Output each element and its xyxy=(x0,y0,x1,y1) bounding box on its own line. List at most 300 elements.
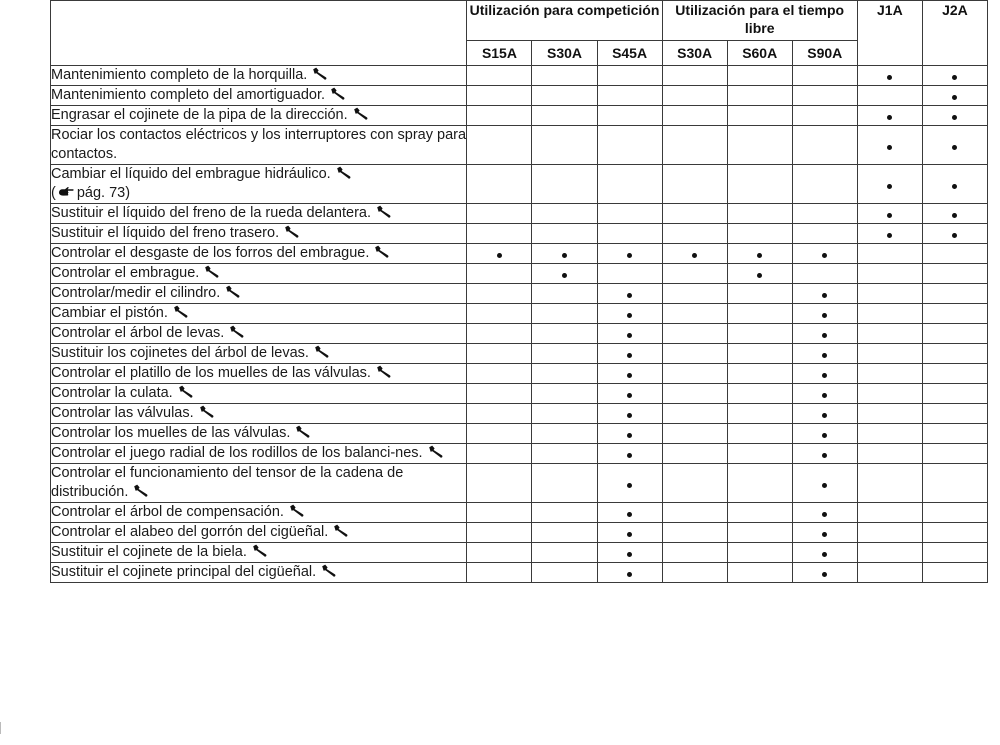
mark-cell xyxy=(662,204,727,224)
mark-cell xyxy=(662,244,727,264)
task-text: Controlar las válvulas. xyxy=(51,405,194,421)
task-column-header xyxy=(51,1,467,66)
bullet-mark xyxy=(822,532,827,537)
table-row xyxy=(51,324,988,344)
mark-cell xyxy=(597,264,662,284)
mark-cell xyxy=(467,106,532,126)
bullet-mark xyxy=(887,145,892,150)
mark-cell xyxy=(922,344,987,364)
task-cell xyxy=(51,444,467,464)
task-text: Sustituir el líquido del freno trasero. xyxy=(51,225,280,241)
mark-cell xyxy=(857,543,922,563)
subheader-s15a-competition: S15A xyxy=(467,41,532,66)
bullet-mark xyxy=(562,273,567,278)
task-text: Controlar el embrague. xyxy=(51,265,200,281)
mark-cell xyxy=(467,86,532,106)
table-row xyxy=(51,165,988,204)
mark-cell xyxy=(597,464,662,503)
mark-cell xyxy=(532,503,597,523)
mark-cell xyxy=(727,204,792,224)
mark-cell xyxy=(857,86,922,106)
wrench-icon xyxy=(321,564,337,577)
mark-cell xyxy=(532,86,597,106)
bullet-mark xyxy=(627,413,632,418)
header-j1a: J1A xyxy=(857,1,922,66)
mark-cell xyxy=(922,165,987,204)
mark-cell xyxy=(662,165,727,204)
mark-cell xyxy=(727,444,792,464)
table-row xyxy=(51,344,988,364)
mark-cell xyxy=(727,543,792,563)
task-text: Sustituir el cojinete principal del cigüeñal. xyxy=(51,564,317,580)
mark-cell xyxy=(922,563,987,583)
bullet-mark xyxy=(952,233,957,238)
mark-cell xyxy=(922,304,987,324)
task-text: Sustituir el cojinete de la biela. xyxy=(51,544,247,560)
bullet-mark xyxy=(887,184,892,189)
wrench-icon xyxy=(333,524,349,537)
task-cell xyxy=(51,364,467,384)
mark-cell xyxy=(922,86,987,106)
reference-paren: ( xyxy=(51,185,56,201)
bullet-mark xyxy=(627,373,632,378)
mark-cell xyxy=(792,244,857,264)
mark-cell xyxy=(597,165,662,204)
task-cell xyxy=(51,204,467,224)
mark-cell xyxy=(532,106,597,126)
wrench-icon xyxy=(353,107,369,120)
table-row xyxy=(51,304,988,324)
mark-cell xyxy=(857,304,922,324)
mark-cell xyxy=(727,324,792,344)
mark-cell xyxy=(467,284,532,304)
mark-cell xyxy=(467,384,532,404)
task-text: Controlar el funcionamiento del tensor de la cadena de distribución. xyxy=(51,465,404,500)
mark-cell xyxy=(857,523,922,543)
table-row xyxy=(51,404,988,424)
mark-cell xyxy=(857,404,922,424)
task-cell xyxy=(51,523,467,543)
task-cell xyxy=(51,86,467,106)
bullet-mark xyxy=(627,572,632,577)
table-row xyxy=(51,384,988,404)
mark-cell xyxy=(727,304,792,324)
mark-cell xyxy=(532,364,597,384)
mark-cell xyxy=(467,244,532,264)
mark-cell xyxy=(662,324,727,344)
mark-cell xyxy=(467,165,532,204)
mark-cell xyxy=(727,106,792,126)
mark-cell xyxy=(467,364,532,384)
task-text: Cambiar el pistón. xyxy=(51,305,168,321)
mark-cell xyxy=(727,264,792,284)
mark-cell xyxy=(792,126,857,165)
mark-cell xyxy=(857,424,922,444)
task-text: Controlar el juego radial de los rodillos de los balanci-nes. xyxy=(51,445,423,461)
mark-cell xyxy=(532,464,597,503)
bullet-mark xyxy=(822,353,827,358)
mark-cell xyxy=(922,364,987,384)
bullet-mark xyxy=(887,75,892,80)
mark-cell xyxy=(727,523,792,543)
mark-cell xyxy=(597,444,662,464)
table-row xyxy=(51,523,988,543)
header-leisure: Utilización para el tiempo libre xyxy=(662,1,857,41)
mark-cell xyxy=(532,264,597,284)
wrench-icon xyxy=(199,405,215,418)
bullet-mark xyxy=(952,213,957,218)
mark-cell xyxy=(792,264,857,284)
mark-cell xyxy=(857,563,922,583)
mark-cell xyxy=(662,304,727,324)
table-row xyxy=(51,464,988,503)
mark-cell xyxy=(532,224,597,244)
task-cell xyxy=(51,384,467,404)
mark-cell xyxy=(532,384,597,404)
table-row xyxy=(51,224,988,244)
mark-cell xyxy=(922,444,987,464)
mark-cell xyxy=(597,106,662,126)
mark-cell xyxy=(857,503,922,523)
mark-cell xyxy=(727,284,792,304)
task-text: Mantenimiento completo de la horquilla. xyxy=(51,67,308,83)
task-cell xyxy=(51,264,467,284)
bullet-mark xyxy=(822,572,827,577)
wrench-icon xyxy=(376,365,392,378)
bullet-mark xyxy=(887,213,892,218)
page-edge-mark xyxy=(0,722,6,734)
wrench-icon xyxy=(284,225,300,238)
mark-cell xyxy=(922,264,987,284)
bullet-mark xyxy=(497,253,502,258)
table-row xyxy=(51,204,988,224)
mark-cell xyxy=(597,244,662,264)
bullet-mark xyxy=(822,512,827,517)
table-row xyxy=(51,264,988,284)
mark-cell xyxy=(792,204,857,224)
mark-cell xyxy=(467,66,532,86)
mark-cell xyxy=(597,224,662,244)
bullet-mark xyxy=(822,333,827,338)
bullet-mark xyxy=(692,253,697,258)
task-cell xyxy=(51,284,467,304)
bullet-mark xyxy=(757,253,762,258)
bullet-mark xyxy=(627,512,632,517)
mark-cell xyxy=(727,404,792,424)
mark-cell xyxy=(532,204,597,224)
mark-cell xyxy=(467,324,532,344)
task-text: Mantenimiento completo del amortiguador. xyxy=(51,87,326,103)
mark-cell xyxy=(922,384,987,404)
mark-cell xyxy=(532,563,597,583)
task-cell xyxy=(51,66,467,86)
mark-cell xyxy=(857,66,922,86)
mark-cell xyxy=(922,224,987,244)
bullet-mark xyxy=(822,293,827,298)
mark-cell xyxy=(597,364,662,384)
subheader-s30a-leisure: S30A xyxy=(662,41,727,66)
mark-cell xyxy=(467,503,532,523)
bullet-mark xyxy=(562,253,567,258)
bullet-mark xyxy=(822,453,827,458)
task-cell xyxy=(51,244,467,264)
mark-cell xyxy=(727,384,792,404)
table-row xyxy=(51,444,988,464)
mark-cell xyxy=(727,165,792,204)
maintenance-rows xyxy=(51,66,988,583)
mark-cell xyxy=(857,204,922,224)
mark-cell xyxy=(597,284,662,304)
mark-cell xyxy=(857,464,922,503)
table-row xyxy=(51,563,988,583)
mark-cell xyxy=(792,404,857,424)
task-text: Sustituir el líquido del freno de la rueda delantera. xyxy=(51,205,372,221)
mark-cell xyxy=(597,126,662,165)
mark-cell xyxy=(467,224,532,244)
mark-cell xyxy=(922,284,987,304)
mark-cell xyxy=(467,523,532,543)
task-text: Engrasar el cojinete de la pipa de la dirección. xyxy=(51,107,348,123)
mark-cell xyxy=(467,204,532,224)
task-text: Controlar el platillo de los muelles de las válvulas. xyxy=(51,365,371,381)
mark-cell xyxy=(857,264,922,284)
mark-cell xyxy=(662,264,727,284)
mark-cell xyxy=(662,106,727,126)
mark-cell xyxy=(467,424,532,444)
mark-cell xyxy=(857,244,922,264)
bullet-mark xyxy=(822,483,827,488)
mark-cell xyxy=(467,264,532,284)
mark-cell xyxy=(532,126,597,165)
wrench-icon xyxy=(295,425,311,438)
mark-cell xyxy=(532,444,597,464)
task-cell xyxy=(51,224,467,244)
mark-cell xyxy=(597,304,662,324)
task-cell xyxy=(51,165,467,204)
mark-cell xyxy=(857,106,922,126)
mark-cell xyxy=(857,444,922,464)
task-text: Controlar el árbol de compensación. xyxy=(51,504,284,520)
wrench-icon xyxy=(178,385,194,398)
mark-cell xyxy=(922,126,987,165)
task-cell xyxy=(51,424,467,444)
mark-cell xyxy=(597,344,662,364)
wrench-icon xyxy=(428,445,444,458)
mark-cell xyxy=(532,304,597,324)
wrench-icon xyxy=(336,166,352,179)
mark-cell xyxy=(727,66,792,86)
mark-cell xyxy=(727,224,792,244)
mark-cell xyxy=(857,126,922,165)
mark-cell xyxy=(857,165,922,204)
mark-cell xyxy=(597,523,662,543)
mark-cell xyxy=(532,543,597,563)
mark-cell xyxy=(857,344,922,364)
table-row xyxy=(51,126,988,165)
subheader-s45a-competition: S45A xyxy=(597,41,662,66)
mark-cell xyxy=(597,503,662,523)
mark-cell xyxy=(792,86,857,106)
wrench-icon xyxy=(312,67,328,80)
bullet-mark xyxy=(822,313,827,318)
mark-cell xyxy=(792,364,857,384)
task-text: Controlar el desgaste de los forros del embrague. xyxy=(51,245,370,261)
mark-cell xyxy=(922,404,987,424)
bullet-mark xyxy=(627,393,632,398)
subheader-s30a-competition: S30A xyxy=(532,41,597,66)
mark-cell xyxy=(467,444,532,464)
mark-cell xyxy=(532,404,597,424)
mark-cell xyxy=(792,523,857,543)
mark-cell xyxy=(467,563,532,583)
bullet-mark xyxy=(627,433,632,438)
table-row xyxy=(51,106,988,126)
mark-cell xyxy=(597,66,662,86)
mark-cell xyxy=(662,364,727,384)
bullet-mark xyxy=(627,552,632,557)
mark-cell xyxy=(467,464,532,503)
mark-cell xyxy=(662,444,727,464)
mark-cell xyxy=(532,165,597,204)
mark-cell xyxy=(727,464,792,503)
wrench-icon xyxy=(376,205,392,218)
table-row xyxy=(51,284,988,304)
bullet-mark xyxy=(887,115,892,120)
mark-cell xyxy=(662,424,727,444)
task-text: Controlar los muelles de las válvulas. xyxy=(51,425,291,441)
mark-cell xyxy=(662,66,727,86)
mark-cell xyxy=(792,66,857,86)
mark-cell xyxy=(532,424,597,444)
mark-cell xyxy=(857,324,922,344)
mark-cell xyxy=(792,503,857,523)
mark-cell xyxy=(597,324,662,344)
mark-cell xyxy=(662,86,727,106)
wrench-icon xyxy=(229,325,245,338)
mark-cell xyxy=(467,543,532,563)
mark-cell xyxy=(467,304,532,324)
table-row xyxy=(51,86,988,106)
mark-cell xyxy=(922,424,987,444)
mark-cell xyxy=(922,464,987,503)
bullet-mark xyxy=(627,453,632,458)
header-j2a: J2A xyxy=(922,1,987,66)
mark-cell xyxy=(922,543,987,563)
task-cell xyxy=(51,503,467,523)
bullet-mark xyxy=(952,184,957,189)
bullet-mark xyxy=(627,353,632,358)
task-cell xyxy=(51,563,467,583)
task-text: Cambiar el líquido del embrague hidráulico. xyxy=(51,166,331,182)
mark-cell xyxy=(597,563,662,583)
mark-cell xyxy=(792,563,857,583)
bullet-mark xyxy=(627,293,632,298)
mark-cell xyxy=(467,344,532,364)
mark-cell xyxy=(922,204,987,224)
mark-cell xyxy=(792,543,857,563)
mark-cell xyxy=(792,304,857,324)
mark-cell xyxy=(662,563,727,583)
mark-cell xyxy=(922,66,987,86)
mark-cell xyxy=(662,384,727,404)
mark-cell xyxy=(922,244,987,264)
task-cell xyxy=(51,543,467,563)
task-text: Controlar el alabeo del gorrón del cigüeñal. xyxy=(51,524,329,540)
mark-cell xyxy=(792,384,857,404)
task-cell xyxy=(51,464,467,503)
mark-cell xyxy=(792,424,857,444)
mark-cell xyxy=(792,344,857,364)
mark-cell xyxy=(597,543,662,563)
mark-cell xyxy=(662,503,727,523)
task-text: Controlar la culata. xyxy=(51,385,173,401)
mark-cell xyxy=(662,543,727,563)
task-cell xyxy=(51,106,467,126)
mark-cell xyxy=(662,464,727,503)
mark-cell xyxy=(922,523,987,543)
table-row xyxy=(51,424,988,444)
mark-cell xyxy=(792,464,857,503)
mark-cell xyxy=(727,424,792,444)
mark-cell xyxy=(597,204,662,224)
bullet-mark xyxy=(887,233,892,238)
mark-cell xyxy=(922,503,987,523)
subheader-s60a-leisure: S60A xyxy=(727,41,792,66)
wrench-icon xyxy=(289,504,305,517)
mark-cell xyxy=(922,324,987,344)
bullet-mark xyxy=(952,145,957,150)
bullet-mark xyxy=(627,253,632,258)
mark-cell xyxy=(792,324,857,344)
mark-cell xyxy=(532,344,597,364)
mark-cell xyxy=(857,384,922,404)
wrench-icon xyxy=(252,544,268,557)
mark-cell xyxy=(662,404,727,424)
task-cell xyxy=(51,324,467,344)
bullet-mark xyxy=(822,393,827,398)
mark-cell xyxy=(727,86,792,106)
mark-cell xyxy=(532,523,597,543)
mark-cell xyxy=(662,126,727,165)
mark-cell xyxy=(792,284,857,304)
wrench-icon xyxy=(225,285,241,298)
table-row xyxy=(51,244,988,264)
wrench-icon xyxy=(314,345,330,358)
mark-cell xyxy=(857,284,922,304)
wrench-icon xyxy=(374,245,390,258)
mark-cell xyxy=(857,364,922,384)
subheader-s90a-leisure: S90A xyxy=(792,41,857,66)
maintenance-table xyxy=(50,0,988,583)
table-row xyxy=(51,503,988,523)
mark-cell xyxy=(467,126,532,165)
header-competition: Utilización para competición xyxy=(467,1,662,41)
task-cell xyxy=(51,304,467,324)
task-cell xyxy=(51,126,467,165)
bullet-mark xyxy=(822,413,827,418)
bullet-mark xyxy=(952,95,957,100)
mark-cell xyxy=(727,344,792,364)
bullet-mark xyxy=(757,273,762,278)
task-cell xyxy=(51,344,467,364)
bullet-mark xyxy=(822,373,827,378)
table-row xyxy=(51,364,988,384)
mark-cell xyxy=(662,224,727,244)
task-text: Controlar/medir el cilindro. xyxy=(51,285,221,301)
bullet-mark xyxy=(822,433,827,438)
mark-cell xyxy=(792,165,857,204)
bullet-mark xyxy=(822,552,827,557)
